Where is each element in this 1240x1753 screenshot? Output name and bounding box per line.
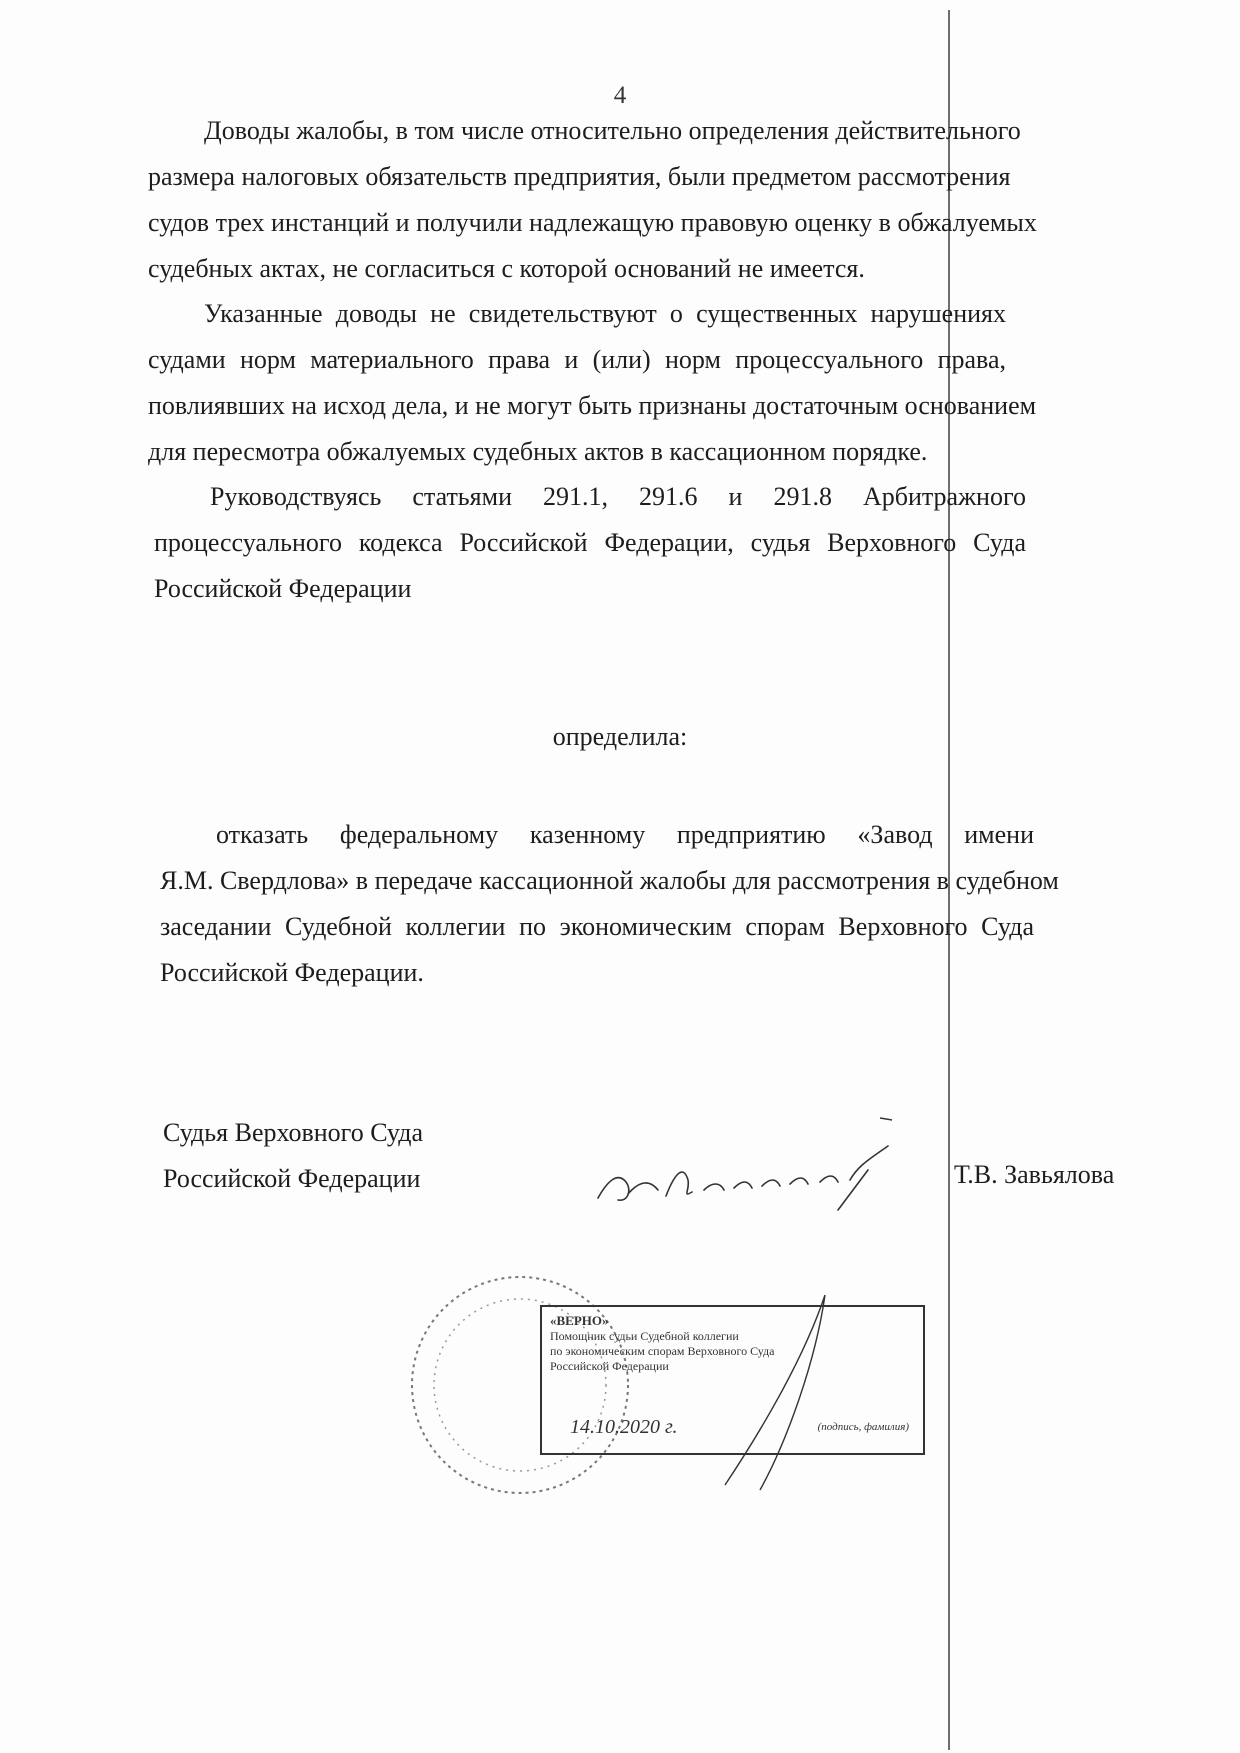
handwritten-signature: [588, 1110, 918, 1220]
stamp-line: «ВЕРНО»: [550, 1313, 609, 1328]
stamp-line: по экономическим спорам Верховного Суда: [550, 1344, 775, 1358]
stamp-line: Российской Федерации: [550, 1359, 669, 1373]
paragraph-line: Я.М. Свердлова» в передаче кассационной жалобы для рассмотрения в судебном: [160, 866, 1059, 895]
paragraph-arguments: [148, 108, 1037, 292]
certification-stamp: [540, 1305, 925, 1455]
page-number: 4: [613, 82, 627, 109]
paragraph-line: для пересмотра обжалуемых судебных актов в кассационном порядке.: [148, 437, 928, 466]
paragraph-line: заседании Судебной коллегии по экономическим спорам Верховного Суда: [160, 912, 1034, 941]
paragraph-line: процессуального кодекса Российской Федерации, судья Верховного Суда: [154, 528, 1026, 557]
paragraph-line: отказать федеральному казенному предприятию «Завод имени: [216, 820, 1034, 849]
stamp-line: Помощник судьи Судебной коллегии: [550, 1329, 739, 1343]
paragraph-line: Российской Федерации.: [160, 958, 424, 987]
paragraph-line: повлиявших на исход дела, и не могут быть признаны достаточным основанием: [148, 391, 1037, 420]
signatory-name: Т.В. Завьялова: [954, 1160, 1115, 1189]
stamp-date: 14.10.2020 г.: [570, 1416, 678, 1438]
paragraph-guided-by: [154, 474, 1026, 612]
paragraph-conclusion: [148, 291, 1037, 475]
signatory-title-line: Российской Федерации: [163, 1164, 421, 1193]
paragraph-line: судов трех инстанций и получили надлежащую правовую оценку в обжалуемых: [148, 208, 1037, 237]
paragraph-line: судами норм материального права и (или) норм процессуального права,: [148, 345, 1006, 374]
paragraph-decision: [160, 812, 1059, 996]
signatory-title-line: Судья Верховного Суда: [163, 1118, 424, 1147]
signatory-title: [163, 1110, 423, 1202]
paragraph-line: Российской Федерации: [154, 574, 412, 603]
paragraph-line: Указанные доводы не свидетельствуют о существенных нарушениях: [204, 299, 1006, 328]
paragraph-line: судебных актах, не согласиться с которой оснований не имеется.: [148, 254, 865, 283]
paragraph-line: Доводы жалобы, в том числе относительно определения действительного: [204, 116, 1021, 145]
paragraph-line: размера налоговых обязательств предприятия, были предметом рассмотрения: [148, 162, 1011, 191]
paragraph-line: Руководствуясь статьями 291.1, 291.6 и 291.8 Арбитражного: [210, 482, 1026, 511]
decision-heading: определила:: [552, 722, 688, 751]
stamp-subscript: (подпись, фамилия): [817, 1421, 909, 1433]
